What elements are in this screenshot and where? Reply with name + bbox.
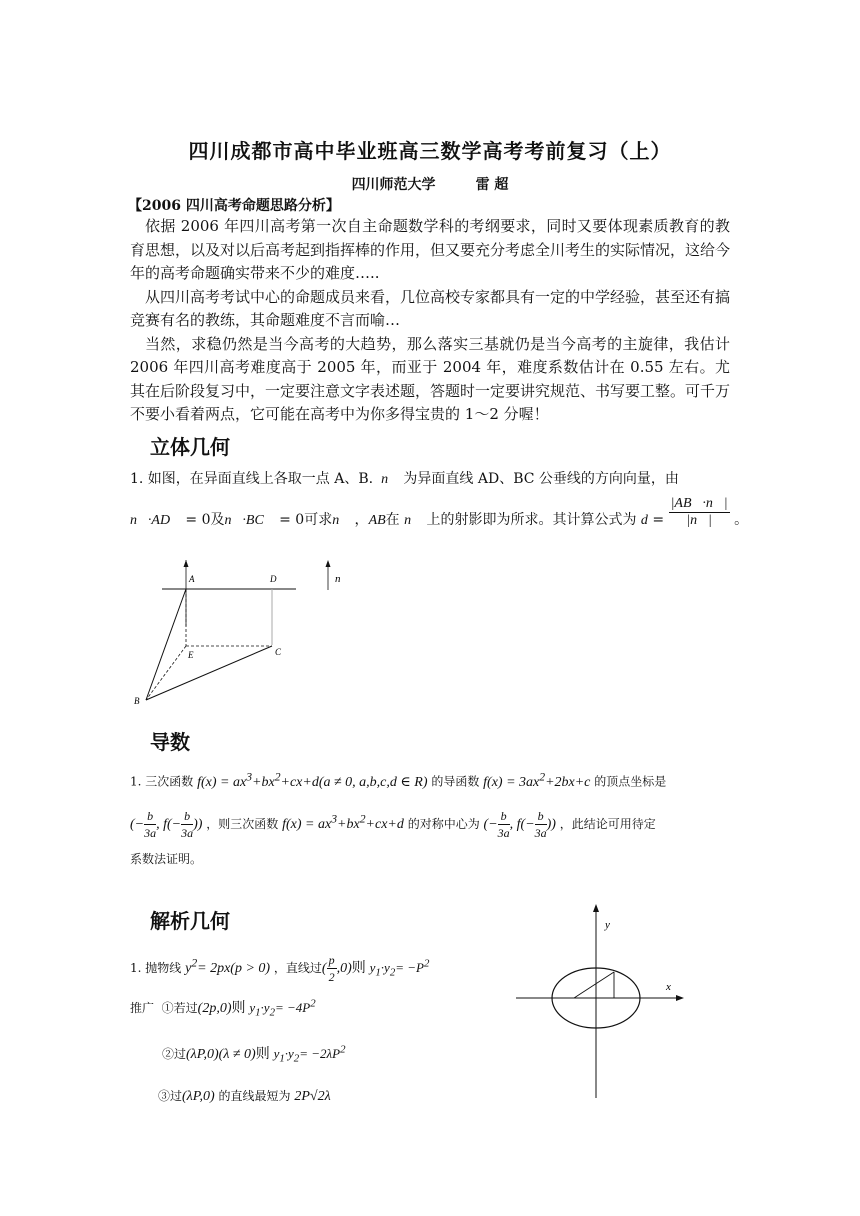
paragraph-1: 依据 2006 年四川高考第一次自主命题数学科的考纲要求，同时又要体现素质教育的教育思想，以及对以后高考起到指挥棒的作用，但又要充分考虑全川考生的实际情况，这给今年的高考命题确实带来不少的难度….. xyxy=(130,217,731,282)
analytic-ext1: 推广 ①若过(2p,0)则 $y_1\cdot y_2= -4P^2$ xyxy=(130,997,316,1019)
section-derivative-heading: 导数 xyxy=(150,730,190,754)
author-name: 雷 超 xyxy=(475,177,509,193)
analytic-ext3: ③过(λP,0) 的直线最短为 2P√2λ xyxy=(158,1089,331,1104)
derivative-line1: 1. 三次函数 $f(x) = ax^3+bx^2+cx+d(a \ne 0$, a,b,c,d ∈ R) 的导函数 $f(x) = 3ax^2+2bx+c$ 的顶点坐标是 xyxy=(130,770,667,790)
label-e: E xyxy=(188,650,194,660)
label-a: A xyxy=(189,574,195,584)
page-title: 四川成都市高中毕业班高三数学高考考前复习（上） xyxy=(188,139,672,163)
derivative-line3: 系数法证明。 xyxy=(130,852,203,866)
solid-item1-line1: 1. 如图，在异面直线上各取一点 A、B. n⃗ 为异面直线 AD、BC 公垂线的方向向量，由 xyxy=(130,471,679,487)
label-y: y xyxy=(605,919,610,931)
section-solid-geometry-heading: 立体几何 xyxy=(150,435,230,459)
author-line xyxy=(0,174,860,194)
derivative-line2: (− $\frac{b}{3a}$ , f(− $\frac{b}{3a}$ )) ，则三次函数 $f(x) = ax^3+bx^2+cx+d$ 的对称中心为 (− $\frac{b}{3a}$ , f(− $\frac{b}{3a}$ )) ，此结论可用待定 xyxy=(130,809,656,840)
author-school: 四川师范大学 xyxy=(351,177,436,193)
label-c: C xyxy=(275,647,282,657)
paragraph-3: 当然，求稳仍然是当今高考的大趋势，那么落实三基就仍是当今高考的主旋律，我估计 2006 年四川高考难度高于 2005 年，而亚于 2004 年，难度系数估计在 0.55 左右。尤其在后阶段复习中，一定要注意文字表述题，答题时一定要讲究规范、书写要工整。可千万不要小看着两点，它可能在高考中为你多得宝贵的 1～2 分喔！ xyxy=(130,334,731,423)
analytic-item1: 1. 抛物线 $y^2= 2px(p > 0)$ ，直线过( $\frac{p}{2}$ ,0)则 $y_1\cdot y_2= -P^2$ xyxy=(130,953,430,984)
section-analytic-heading: 解析几何 xyxy=(150,909,230,933)
solid-geometry-figure xyxy=(130,560,350,710)
label-d: D xyxy=(270,574,277,584)
analysis-heading: 【2006 四川高考命题思路分析】 xyxy=(128,198,340,214)
solid-item1-line2: n⃗·AD⃗ = 0及n⃗·BC⃗ = 0可求n⃗ ，AB在 n⃗ 上的射影即为所求。其计算公式为 d = $\frac{|AB⃗\cdot n⃗|}{|n⃗|}$ 。 xyxy=(130,495,749,528)
label-b: B xyxy=(134,696,140,706)
label-n: n xyxy=(335,573,341,585)
analytic-ext2: ②过(λP,0)(λ ≠ 0)则 $y_1\cdot y_2= -2\lambda P^2$ xyxy=(162,1043,346,1065)
paragraph-2: 从四川高考考试中心的命题成员来看，几位高校专家都具有一定的中学经验，甚至还有搞竞赛有名的教练，其命题难度不言而喻… xyxy=(130,287,731,329)
analysis-body xyxy=(130,215,730,427)
label-x: x xyxy=(666,981,671,993)
ellipse-axes-figure xyxy=(512,900,692,1100)
